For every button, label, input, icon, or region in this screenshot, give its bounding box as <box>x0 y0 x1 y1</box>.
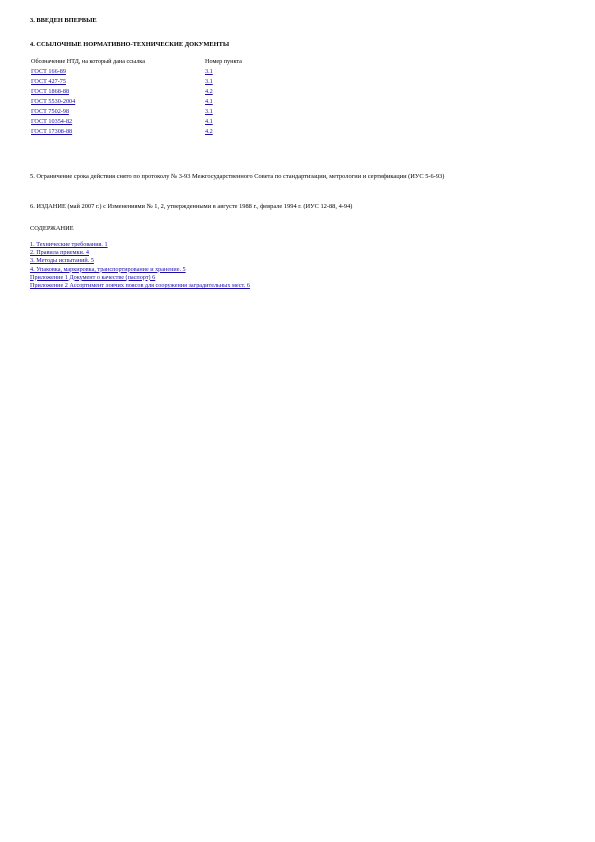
item-link[interactable]: 3.1 <box>205 68 213 75</box>
item-link[interactable]: 4.2 <box>205 88 213 95</box>
table-row <box>29 67 244 77</box>
item-link[interactable]: 3.1 <box>205 108 213 115</box>
toc-link[interactable]: 4. Упаковка, маркировка, транспортирование и хранение. 5 <box>30 265 186 273</box>
header-document: Обозначение НТД, на который дана ссылка <box>31 58 145 65</box>
table-row <box>29 117 244 127</box>
section-6-text: 6. ИЗДАНИЕ (май 2007 г.) с Изменениями № 1, 2, утвержденными в августе 1988 г., феврале 1994 г. (ИУС 12-88, 4-94) <box>30 203 353 210</box>
document-link[interactable]: ГОСТ 10354-82 <box>31 118 73 125</box>
document-link[interactable]: ГОСТ 5530-2004 <box>31 98 76 105</box>
item-link[interactable]: 4.2 <box>205 128 213 135</box>
document-link[interactable]: ГОСТ 166-89 <box>31 68 66 75</box>
toc-link[interactable]: 2. Правила приемки. 4 <box>30 249 89 257</box>
document-link[interactable]: ГОСТ 17308-88 <box>31 128 73 135</box>
table-row <box>29 97 244 107</box>
toc-link[interactable]: Приложение 2 Ассортимент ловчих поясов для сооружения заградительных мест. 6 <box>30 282 250 290</box>
document-link[interactable]: ГОСТ 427-75 <box>31 78 66 85</box>
list-item <box>30 282 250 290</box>
toc-link[interactable]: 3. Методы испытаний. 5 <box>30 257 94 265</box>
references-table <box>29 57 244 137</box>
item-link[interactable]: 3.1 <box>205 78 213 85</box>
header-item-number: Номер пункта <box>205 58 242 65</box>
list-item <box>30 274 250 282</box>
section-3-heading: 3. ВВЕДЕН ВПЕРВЫЕ <box>30 17 97 24</box>
section-4-heading: 4. ССЫЛОЧНЫЕ НОРМАТИВНО-ТЕХНИЧЕСКИЕ ДОКУМЕНТЫ <box>30 41 230 48</box>
item-link[interactable]: 4.1 <box>205 98 213 105</box>
contents-title: СОДЕРЖАНИЕ <box>30 225 74 232</box>
table-row <box>29 107 244 117</box>
section-5-text: 5. Ограничение срока действия снято по протоколу № 3-93 Межгосударственного Совета по стандартизации, метрологии и сертификации (ИУС 5-6-93) <box>30 173 445 180</box>
list-item <box>30 249 250 257</box>
item-link[interactable]: 4.1 <box>205 118 213 125</box>
table-of-contents <box>30 241 250 290</box>
references-table-header <box>29 57 244 67</box>
table-row <box>29 77 244 87</box>
toc-link[interactable]: 1. Технические требования. 1 <box>30 241 108 248</box>
toc-link[interactable]: Приложение 1 Документ о качестве (паспорт) 6 <box>30 273 156 281</box>
list-item <box>30 241 250 249</box>
table-row <box>29 127 244 137</box>
document-link[interactable]: ГОСТ 1868-88 <box>31 88 70 95</box>
table-row <box>29 87 244 97</box>
list-item <box>30 266 250 274</box>
document-link[interactable]: ГОСТ 7502-98 <box>31 108 70 115</box>
list-item <box>30 257 250 265</box>
